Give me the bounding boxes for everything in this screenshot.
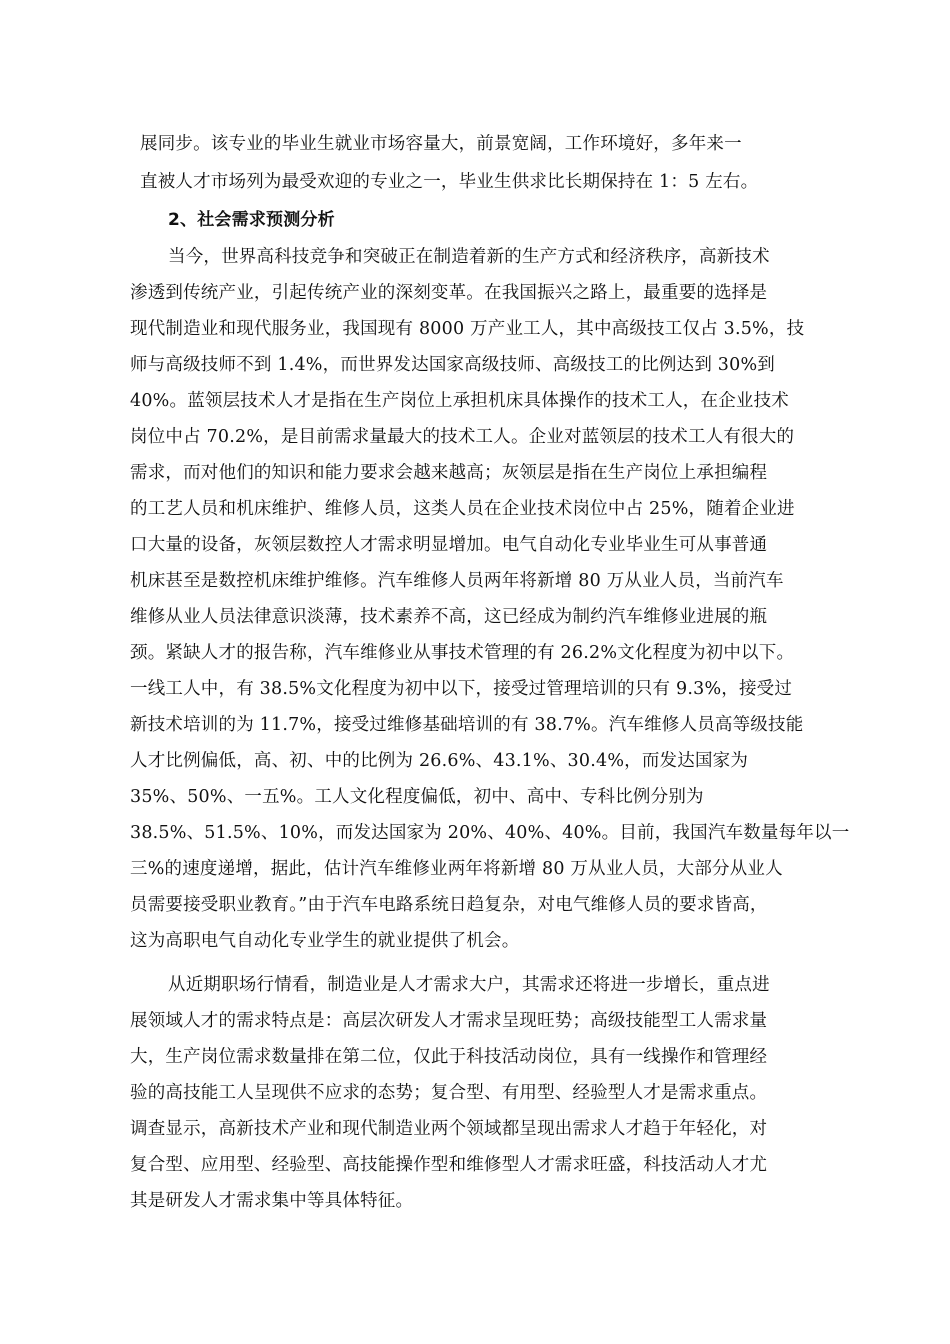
text-line: 其是研发人才需求集中等具体特征。 xyxy=(130,1191,414,1211)
text-line: 的工艺人员和机床维护、维修人员，这类人员在企业技术岗位中占 25%，随着企业进 xyxy=(130,499,795,519)
text-line: 这为高职电气自动化专业学生的就业提供了机会。 xyxy=(130,931,520,951)
text-line: 复合型、应用型、经验型、高技能操作型和维修型人才需求旺盛，科技活动人才尤 xyxy=(130,1155,768,1175)
text-line: 展同步。该专业的毕业生就业市场容量大，前景宽阔，工作环境好，多年来一 xyxy=(140,134,742,154)
text-line: 验的高技能工人呈现供不应求的态势；复合型、有用型、经验型人才是需求重点。 xyxy=(130,1083,768,1103)
text-line: 三%的速度递增，据此，估计汽车维修业两年将新增 80 万从业人员，大部分从业人 xyxy=(130,859,783,879)
text-line: 现代制造业和现代服务业，我国现有 8000 万产业工人，其中高级技工仅占 3.5%，技 xyxy=(130,319,805,339)
text-line: 人才比例偏低，高、初、中的比例为 26.6%、43.1%、30.4%，而发达国家为 xyxy=(130,751,749,771)
text-line: 38.5%、51.5%、10%，而发达国家为 20%、40%、40%。目前，我国汽车数量每年以一 xyxy=(130,823,850,843)
text-line: 需求，而对他们的知识和能力要求会越来越高；灰领层是指在生产岗位上承担编程 xyxy=(130,463,768,483)
text-line: 员需要接受职业教育。”由于汽车电路系统日趋复杂，对电气维修人员的要求皆高， xyxy=(130,895,768,915)
text-line: 岗位中占 70.2%，是目前需求量最大的技术工人。企业对蓝领层的技术工人有很大的 xyxy=(130,427,795,447)
text-line: 直被人才市场列为最受欢迎的专业之一，毕业生供求比长期保持在 1：5 左右。 xyxy=(140,172,759,192)
text-line: 一线工人中，有 38.5%文化程度为初中以下，接受过管理培训的只有 9.3%，接受过 xyxy=(130,679,793,699)
text-line: 颈。紧缺人才的报告称，汽车维修业从事技术管理的有 26.2%文化程度为初中以下。 xyxy=(130,643,795,663)
text-line: 新技术培训的为 11.7%，接受过维修基础培训的有 38.7%。汽车维修人员高等级技能 xyxy=(130,715,804,735)
text-line: 口大量的设备，灰领层数控人才需求明显增加。电气自动化专业毕业生可从事普通 xyxy=(130,535,768,555)
section-heading: 2、社会需求预测分析 xyxy=(168,210,335,230)
text-line: 35%、50%、一五%。工人文化程度偏低，初中、高中、专科比例分别为 xyxy=(130,787,704,807)
text-line: 机床甚至是数控机床维护维修。汽车维修人员两年将新增 80 万从业人员，当前汽车 xyxy=(130,571,784,591)
text-line: 40%。蓝领层技术人才是指在生产岗位上承担机床具体操作的技术工人，在企业技术 xyxy=(130,391,789,411)
text-line: 大，生产岗位需求数量排在第二位，仅此于科技活动岗位，具有一线操作和管理经 xyxy=(130,1047,768,1067)
text-line: 调查显示，高新技术产业和现代制造业两个领域都呈现出需求人才趋于年轻化，对 xyxy=(130,1119,768,1139)
text-line: 展领域人才的需求特点是：高层次研发人才需求呈现旺势；高级技能型工人需求量 xyxy=(130,1011,768,1031)
text-line: 师与高级技师不到 1.4%，而世界发达国家高级技师、高级技工的比例达到 30%到 xyxy=(130,355,775,375)
text-line: 当今，世界高科技竞争和突破正在制造着新的生产方式和经济秩序，高新技术 xyxy=(168,247,770,267)
text-line: 从近期职场行情看，制造业是人才需求大户，其需求还将进一步增长，重点进 xyxy=(168,975,770,995)
text-line: 渗透到传统产业，引起传统产业的深刻变革。在我国振兴之路上，最重要的选择是 xyxy=(130,283,768,303)
text-line: 维修从业人员法律意识淡薄，技术素养不高，这已经成为制约汽车维修业进展的瓶 xyxy=(130,607,768,627)
